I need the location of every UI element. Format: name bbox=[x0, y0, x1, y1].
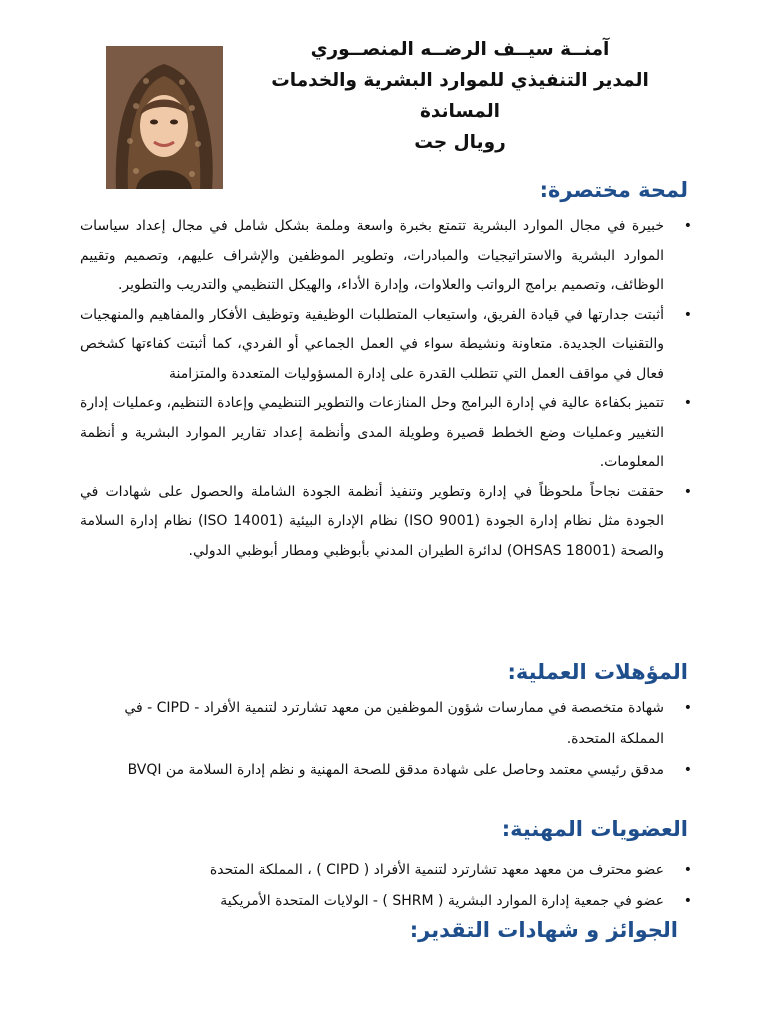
list-item bbox=[80, 855, 692, 886]
summary-text: تتميز بكفاءة عالية في إدارة البرامج وحل المنازعات والتطوير التنظيمي وإعادة التنظيم، وعمليات إدارة التغيير وعمليات وضع الخطط قصيرة وطويلة المدى وأنظمة إعداد تقارير الموارد البشرية و أنظمة المعلومات. bbox=[79, 395, 664, 470]
memberships-list bbox=[80, 855, 692, 917]
membership-text: عضو محترف من معهد معهد تشارترد لتنمية الأفراد ( CIPD ) ، المملكة المتحدة bbox=[209, 862, 664, 878]
qualifications-list bbox=[92, 693, 692, 786]
summary-heading: لمحة مختصرة: bbox=[539, 178, 688, 202]
summary-text: خبيرة في مجال الموارد البشرية تتمتع بخبرة واسعة وملمة بشكل شامل في مجال إعداد سياسات الموارد البشرية والاستراتيجيات والمبادرات، وتطوير الموظفين والإشراف عليهم، وتصميم وتقييم الوظائف، وتصميم برامج الرواتب والعلاوات، وإدارة الأداء، والهيكل التنظيمي والتدريب والتطوير. bbox=[80, 218, 664, 293]
bullet-icon: • bbox=[683, 395, 692, 411]
list-item bbox=[80, 478, 692, 567]
awards-heading: الجوائز و شهادات التقدير: bbox=[409, 918, 678, 942]
list-item bbox=[92, 755, 692, 786]
bullet-icon: • bbox=[683, 762, 692, 778]
profile-header bbox=[240, 34, 680, 158]
company-name: رويال جت bbox=[414, 132, 506, 153]
memberships-heading: العضويات المهنية: bbox=[501, 817, 688, 841]
job-title-line2: المساندة bbox=[419, 101, 501, 122]
bullet-icon: • bbox=[683, 218, 692, 234]
list-item bbox=[92, 693, 692, 755]
bullet-icon: • bbox=[683, 483, 692, 500]
job-title-line1: المدير التنفيذي للموارد البشرية والخدمات bbox=[271, 70, 649, 91]
summary-list bbox=[80, 212, 692, 566]
summary-text: أثبتت جدارتها في قيادة الفريق، واستيعاب المتطلبات الوظيفية وتوظيف الأفكار والمفاهيم والمنهجيات والتقنيات الجديدة. متعاونة ونشيطة سواء في العمل الجماعي أو الفردي، كما أثبتت كفاءتها كشخص فعال في مواقف العمل التي تتطلب القدرة على إدارة المسؤوليات المتعددة والمتزامنة bbox=[80, 306, 664, 382]
list-item bbox=[80, 886, 692, 917]
qualifications-heading: المؤهلات العملية: bbox=[507, 660, 688, 684]
membership-text: عضو في جمعية إدارة الموارد البشرية ( SHRM ) - الولايات المتحدة الأمريكية bbox=[220, 893, 664, 909]
summary-text: حققت نجاحاً ملحوظاً في إدارة وتطوير وتنفيذ أنظمة الجودة الشاملة والحصول على شهادات في الجودة مثل نظام إدارة الجودة (ISO 9001) نظام الإدارة البيئية (ISO 14001) نظام إدارة السلامة والصحة (OHSAS 18001) لدائرة الطيران المدني بأبوظبي ومطار أبوظبي الدولي. bbox=[80, 483, 664, 559]
qualification-text: مدقق رئيسي معتمد وحاصل على شهادة مدقق للصحة المهنية و نظم إدارة السلامة من BVQI bbox=[127, 762, 664, 778]
list-item bbox=[80, 301, 692, 390]
bullet-icon: • bbox=[683, 862, 692, 878]
person-name: آمنــة سيــف الرضــه المنصــوري bbox=[310, 39, 610, 60]
list-item bbox=[80, 389, 692, 478]
list-item bbox=[80, 212, 692, 301]
portrait-photo bbox=[106, 46, 223, 189]
bullet-icon: • bbox=[683, 893, 692, 909]
bullet-icon: • bbox=[683, 700, 692, 716]
bullet-icon: • bbox=[683, 306, 692, 323]
qualification-text: شهادة متخصصة في ممارسات شؤون الموظفين من معهد تشارترد لتنمية الأفراد - CIPD - في المملكة المتحدة. bbox=[124, 700, 664, 747]
